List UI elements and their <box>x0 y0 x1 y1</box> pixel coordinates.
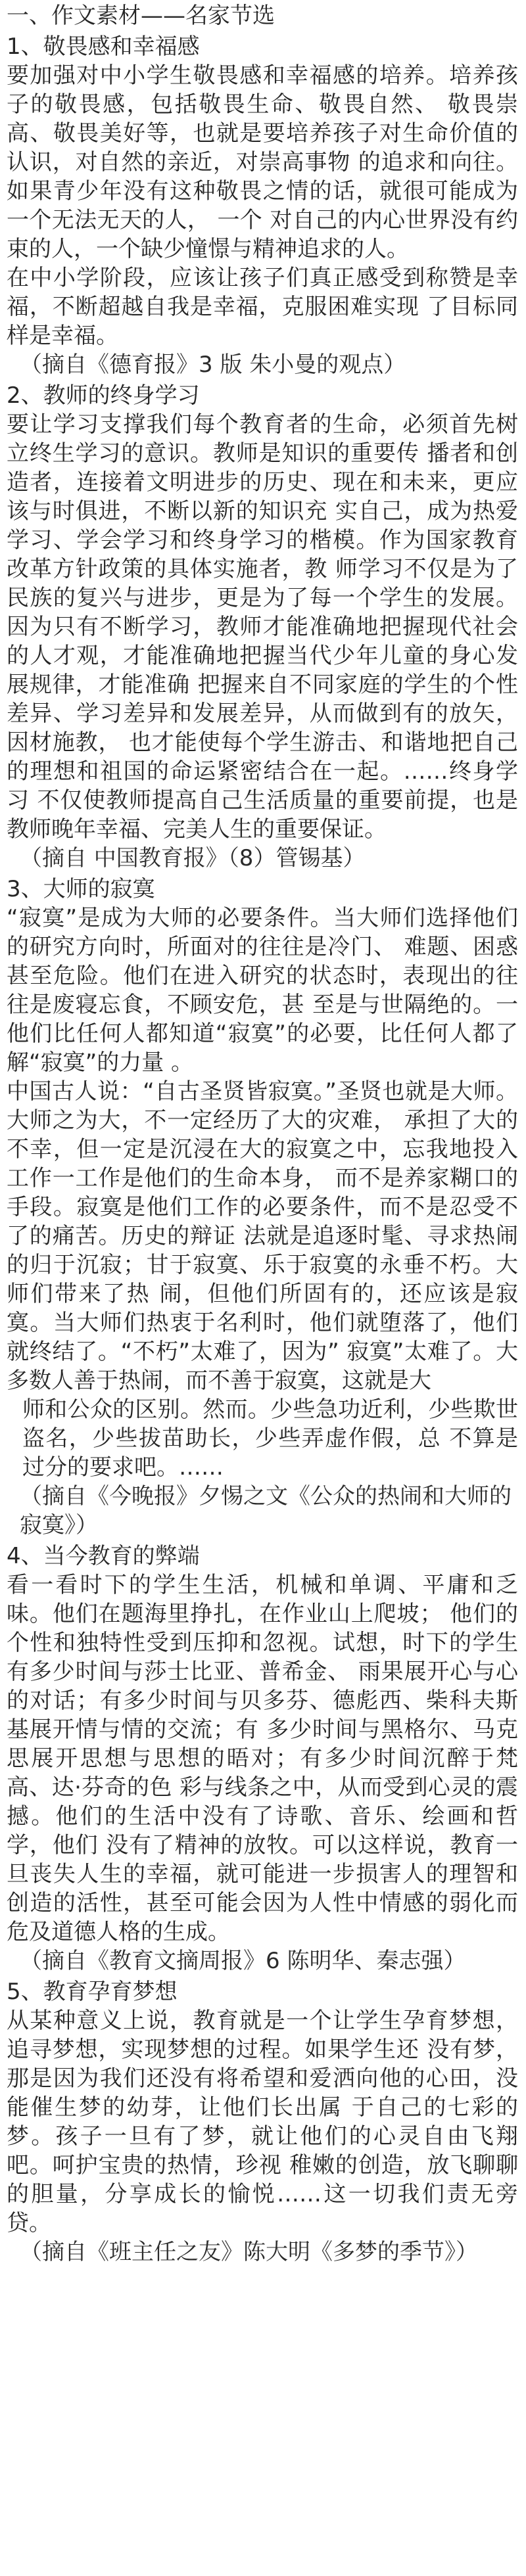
section-citation: （摘自 中国教育报》（8）管锡基） <box>20 845 366 871</box>
section-heading-education-dreams: 5、教育孕育梦想 <box>7 1979 178 2005</box>
section-paragraph: 要加强对中小学生敬畏感和幸福感的培养。培养孩子的敬畏感，包括敬畏生命、敬畏自然、 敬畏崇高、敬畏美好等，也就是要培养孩子对生命价值的认识，对自然的亲近，对崇高事物 的追求和向往。如果青少年没有这种敬畏之情的话，就很可能成为一个无法无天的人， 一个 对自己的内心世界没有约束的人，一个缺少憧憬与精神追求的人。 <box>7 62 518 262</box>
section-citation: （摘自《德育报》3 版 朱小曼的观点） <box>20 352 406 378</box>
section-heading-master-solitude: 3、大师的寂寞 <box>7 876 155 902</box>
section-heading-education-drawbacks: 4、当今教育的弊端 <box>7 1543 200 1569</box>
document-title: 一、作文素材——名家节选 <box>7 3 275 29</box>
section-paragraph: 看一看时下的学生生活，机械和单调、平庸和乏味。他们在题海里挣扎，在作业山上爬坡； 他们的个性和独特性受到压抑和忽视。试想，时下的学生有多少时间与莎士比亚、普希金、 雨果展开心与心的对话；有多少时间与贝多芬、德彪西、柴科夫斯基展开情与情的交流；有 多少时间与黑格尔、马克思展开思想与思想的晤对；有多少时间沉醉于梵高、达·芬奇的色 彩与线条之中，从而受到心灵的震撼。他们的生活中没有了诗歌、音乐、绘画和哲学，他们 没有了精神的放牧。可以这样说，教育一旦丧失人生的幸福，就可能进一步损害人的理智和 创造的活性，甚至可能会因为人性中情感的弱化而危及道德人格的生成。 <box>7 1572 518 1945</box>
section-paragraph: 中国古人说：“自古圣贤皆寂寞。”圣贤也就是大师。大师之为大，不一定经历了大的灾难， 承担了大的不幸，但一定是沉浸在大的寂寞之中，忘我地投入工作一工作是他们的生命本身， 而不是养家糊口的手段。寂寞是他们工作的必要条件，而不是忍受不了的痛苦。历史的辩证 法就是追逐时髦、寻求热闹的归于沉寂；甘于寂寞、乐于寂寞的永垂不朽。大师们带来了热 闹，但他们所固有的，还应该是寂寞。当大师们热衷于名利时，他们就堕落了，他们就终结了。“不朽”太难了，因为” 寂寞”太难了。大多数人善于热闹，而不善于寂寞，这就是大 <box>7 1078 518 1394</box>
section-citation: （摘自《教育文摘周报》6 陈明华、秦志强） <box>20 1948 466 1974</box>
section-paragraph: 在中小学阶段，应该让孩子们真正感受到称赞是幸福，不断超越自我是幸福，克服困难实现 了目标同样是幸福。 <box>7 265 518 349</box>
section-paragraph-indented: 师和公众的区别。然而。少些急功近利，少些欺世盗名，少些拔苗助长，少些弄虚作假，总 不算是过分的要求吧。…… <box>22 1396 518 1481</box>
section-paragraph: 从某种意义上说，教育就是一个让学生孕育梦想，追寻梦想，实现梦想的过程。如果学生还 没有梦，那是因为我们还没有将希望和爱洒向他的心田，没能催生梦的幼芽，让他们长出属 于自己的七彩的梦。孩子一旦有了梦，就让他们的心灵自由飞翔吧。呵护宝贵的热情，珍视 稚嫩的创造，放飞聊聊的胆量，分享成长的愉悦……这一切我们责无旁贷。 <box>7 2008 518 2236</box>
section-heading-teacher-lifelong-learning: 2、教师的终身学习 <box>7 382 200 409</box>
section-citation: （摘自《班主任之友》陈大明《多梦的季节》） <box>20 2239 478 2265</box>
section-paragraph: 要让学习支撑我们每个教育者的生命，必须首先树立终生学习的意识。教师是知识的重要传 播者和创造者，连接着文明进步的历史、现在和未来，更应该与时俱进，不断以新的知识充 实自己，成为热爱学习、学会学习和终身学习的楷模。作为国家教育改革方针政策的具体实施者，教 师学习不仅是为了民族的复兴与进步，更是为了每一个学生的发展。因为只有不断学习，教师才能准确地把握现代社会的人才观，才能准确地把握当代少年儿童的身心发展规律，才能准确 把握来自不同家庭的学生的个性差异、学习差异和发展差异，从而做到有的放矢，因材施教， 也才能使每个学生游击、和谐地把自己的理想和祖国的命运紧密结合在一起。……终身学习 不仅使教师提高自己生活质量的重要前提，也是教师晚年幸福、完美人生的重要保证。 <box>7 411 518 842</box>
section-paragraph: “寂寞”是成为大师的必要条件。当大师们选择他们的研究方向时，所面对的往往是冷门、 难题、困惑甚至危险。他们在进入研究的状态时，表现出的往往是废寝忘食，不顾安危，甚 至是与世隔绝的。一他们比任何人都知道“寂寞”的必要，比任何人都了解“寂寞”的力量 。 <box>7 905 518 1076</box>
section-heading-awe-and-happiness: 1、敬畏感和幸福感 <box>7 34 200 60</box>
section-citation: （摘自《今晚报》夕惕之文《公众的热闹和大师的寂寞》） <box>20 1483 512 1538</box>
